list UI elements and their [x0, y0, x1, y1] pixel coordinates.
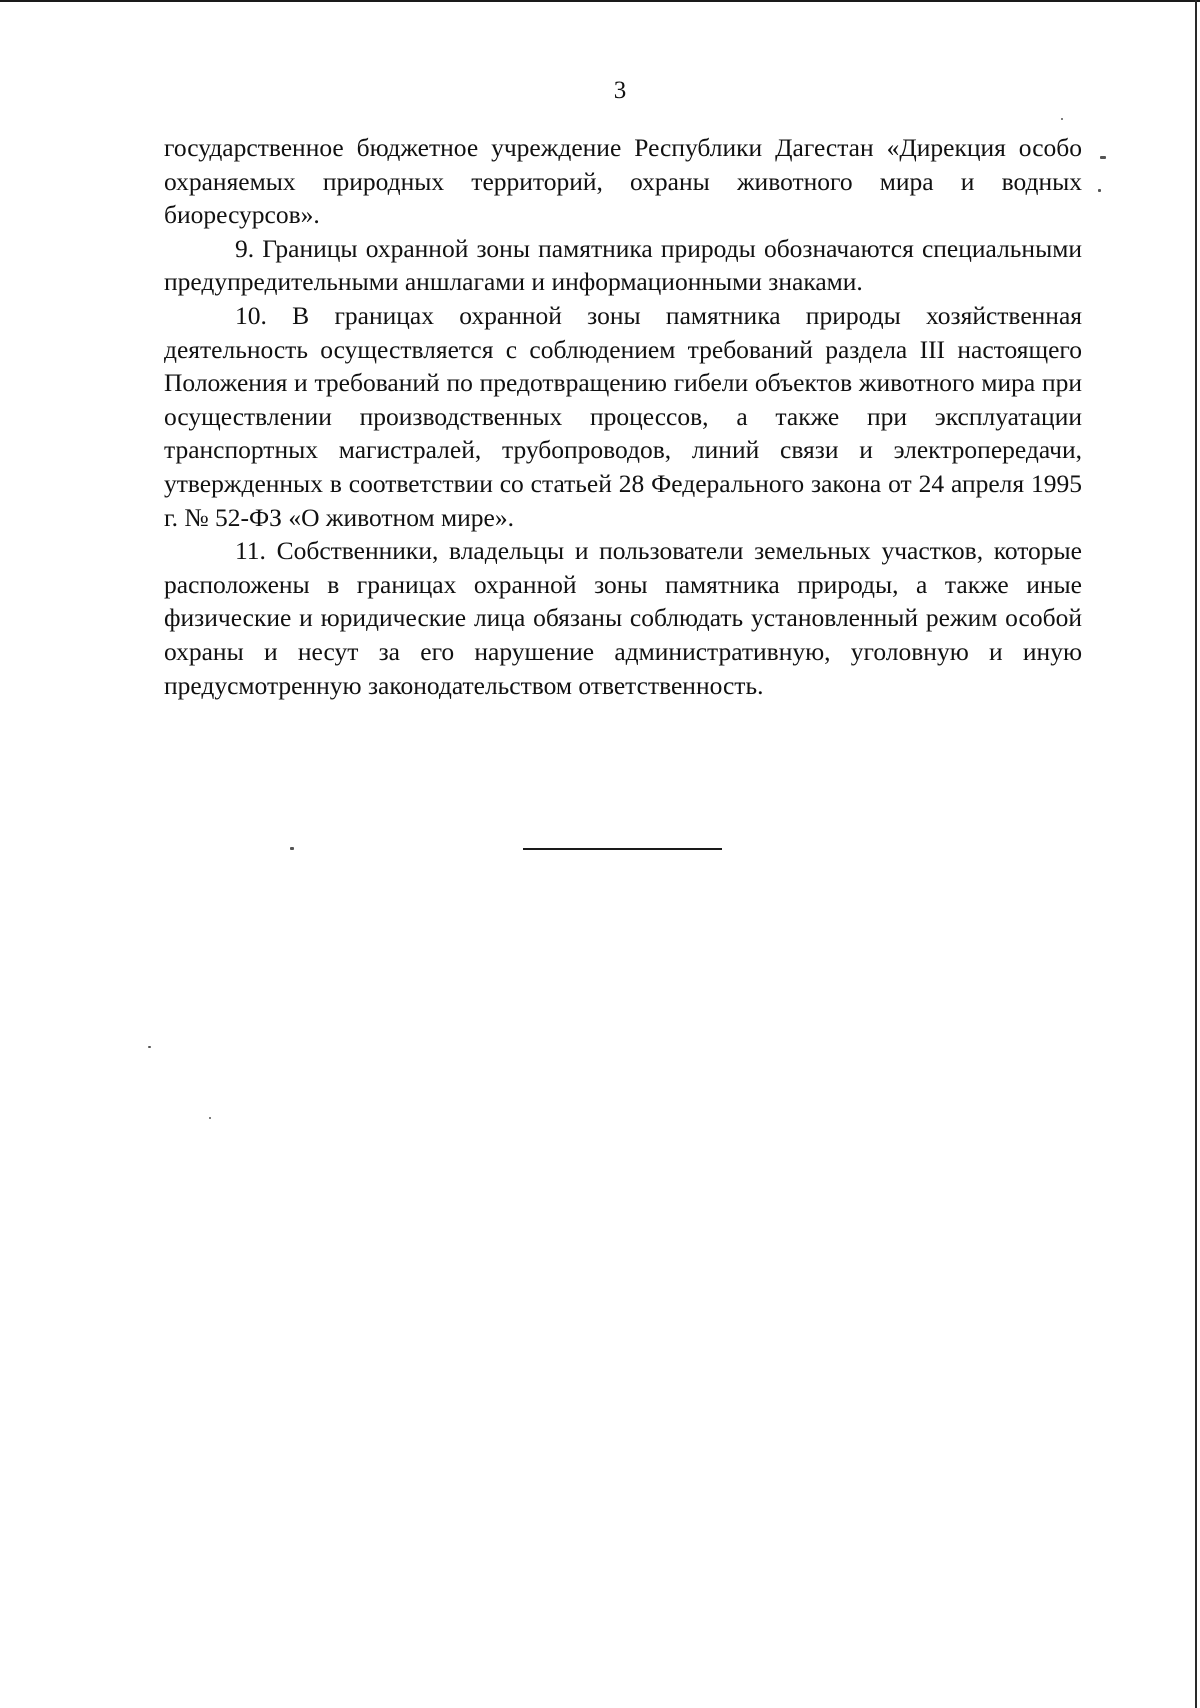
- document-body: [164, 131, 1082, 702]
- scan-speck: [1061, 118, 1063, 120]
- scan-speck: [1098, 189, 1101, 192]
- paragraph-item-10: 10. В границах охранной зоны памятника природы хозяйственная деятельность осуществляется с соблюдением требований раздела III настоящего Положения и требований по предотвращению гибели объектов животного мира при осуществлении производственных процессов, а также при эксплуатации транспортных магистралей, трубопроводов, линий связи и электропередачи, утвержденных в соответствии со статьей 28 Федерального закона от 24 апреля 1995 г. № 52-ФЗ «О животном мире».: [164, 300, 1082, 532]
- paragraph-item-9: 9. Границы охранной зоны памятника природы обозначаются специальными предупредительными аншлагами и информационными знаками.: [164, 233, 1082, 297]
- scan-speck: [290, 847, 294, 850]
- scan-speck: [1100, 156, 1106, 159]
- scan-edge-top: [0, 0, 1200, 2]
- paragraph-continuation: государственное бюджетное учреждение Республики Дагестан «Дирекция особо охраняемых природных территорий, охраны животного мира и водных биоресурсов».: [164, 133, 1082, 230]
- closing-separator-line: [523, 848, 722, 850]
- scan-edge-right: [1195, 0, 1197, 1708]
- paragraph-item-11: 11. Собственники, владельцы и пользователи земельных участков, которые расположены в границах охранной зоны памятника природы, а также иные физические и юридические лица обязаны соблюдать установленный режим особой охраны и несут за его нарушение административную, уголовную и иную предусмотренную законодательством ответственность.: [164, 536, 1082, 700]
- scan-speck: [209, 1117, 211, 1119]
- page-number: 3: [613, 77, 627, 104]
- scan-speck: [148, 1046, 151, 1048]
